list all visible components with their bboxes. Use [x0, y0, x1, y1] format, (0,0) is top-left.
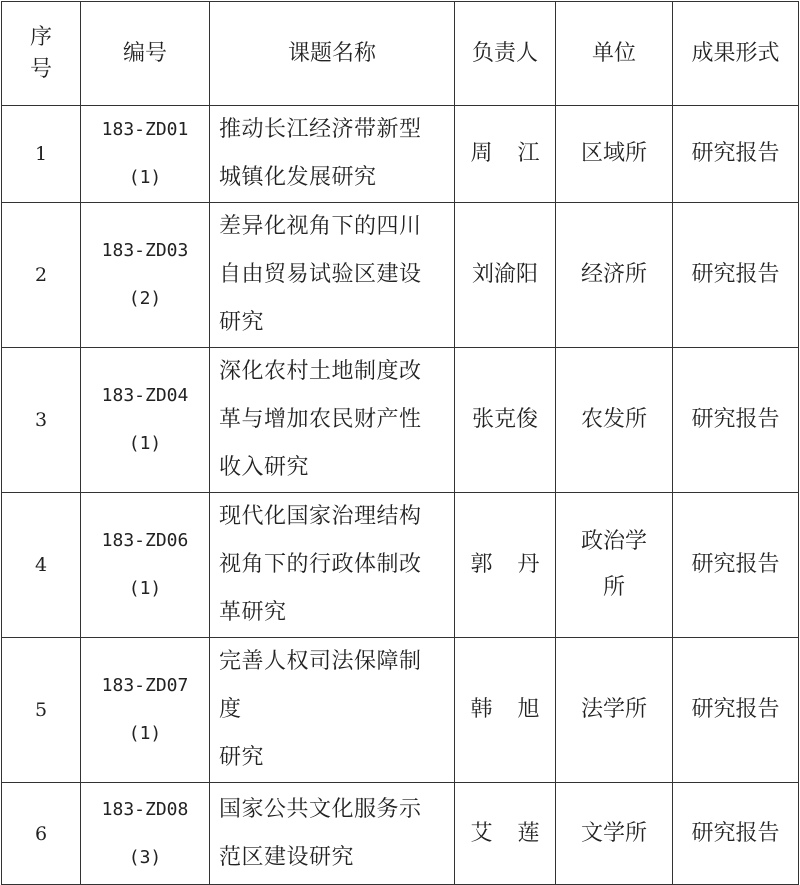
cell-code-line: (2): [128, 288, 162, 309]
header-title: 课题名称: [210, 2, 455, 106]
cell-title-line: 度: [219, 697, 242, 722]
header-row: [2, 2, 799, 106]
table-body: [2, 106, 799, 885]
cell-seq: 6: [2, 783, 81, 885]
table-row: [2, 106, 799, 203]
cell-title-line: 深化农村土地制度改: [219, 359, 422, 384]
cell-form: 研究报告: [673, 783, 799, 885]
cell-unit: [556, 783, 673, 885]
header-seq-line1: 序: [29, 24, 52, 50]
cell-title: [210, 493, 455, 638]
cell-code-line: 183-ZD08: [101, 798, 189, 820]
cell-code-line: (1): [128, 167, 162, 188]
cell-title-line: 视角下的行政体制改: [219, 552, 422, 577]
cell-form: 研究报告: [673, 348, 799, 493]
header-leader: 负责人: [455, 2, 556, 106]
cell-code: [81, 348, 210, 493]
cell-code-line: 183-ZD01: [101, 119, 189, 140]
cell-code-line: (1): [128, 578, 162, 599]
header-code: 编号: [81, 2, 210, 106]
cell-title: [210, 106, 455, 203]
cell-code: [81, 638, 210, 783]
cell-unit: [556, 203, 673, 348]
cell-title-line: 革与增加农民财产性: [219, 407, 422, 432]
cell-title-line: 差异化视角下的四川: [219, 214, 422, 239]
research-topics-table: [1, 1, 799, 885]
cell-title-line: 完善人权司法保障制: [219, 649, 422, 674]
header-seq: [2, 2, 81, 106]
cell-unit-line: 区域所: [580, 141, 647, 166]
cell-code: [81, 203, 210, 348]
cell-code-line: 183-ZD03: [101, 240, 189, 261]
header-seq-line2: 号: [29, 56, 52, 82]
cell-title-line: 范区建设研究: [219, 844, 355, 870]
table-row: [2, 638, 799, 783]
cell-title: [210, 348, 455, 493]
cell-seq: 4: [2, 493, 81, 638]
cell-title: [210, 783, 455, 885]
cell-code-line: (3): [128, 846, 162, 868]
cell-code-line: 183-ZD07: [101, 675, 189, 696]
table-row: [2, 348, 799, 493]
cell-leader: 张克俊: [455, 348, 556, 493]
cell-unit: [556, 638, 673, 783]
cell-title-line: 国家公共文化服务示: [219, 796, 422, 822]
cell-seq: 2: [2, 203, 81, 348]
cell-leader: 艾 莲: [455, 783, 556, 885]
table-row: [2, 203, 799, 348]
cell-unit: [556, 106, 673, 203]
header-unit: 单位: [556, 2, 673, 106]
cell-unit-line: 政治学: [580, 529, 647, 554]
cell-title-line: 研究: [219, 745, 265, 770]
cell-leader: 周 江: [455, 106, 556, 203]
cell-unit-line: 所: [602, 575, 625, 600]
table-row: [2, 493, 799, 638]
cell-seq: 1: [2, 106, 81, 203]
cell-code-line: (1): [128, 433, 162, 454]
cell-code-line: 183-ZD06: [101, 530, 189, 551]
cell-leader: 刘渝阳: [455, 203, 556, 348]
cell-title: [210, 638, 455, 783]
cell-form: 研究报告: [673, 203, 799, 348]
cell-unit-line: 农发所: [580, 407, 647, 432]
cell-seq: 3: [2, 348, 81, 493]
cell-seq: 5: [2, 638, 81, 783]
cell-unit: [556, 348, 673, 493]
cell-unit-line: 法学所: [580, 697, 647, 722]
cell-code-line: (1): [128, 723, 162, 744]
cell-unit: [556, 493, 673, 638]
cell-unit-line: 经济所: [580, 262, 647, 287]
cell-title: [210, 203, 455, 348]
cell-title-line: 研究: [219, 310, 265, 335]
cell-title-line: 现代化国家治理结构: [219, 504, 422, 529]
cell-form: 研究报告: [673, 106, 799, 203]
cell-form: 研究报告: [673, 638, 799, 783]
cell-leader: 韩 旭: [455, 638, 556, 783]
cell-code-line: 183-ZD04: [101, 385, 189, 406]
cell-form: 研究报告: [673, 493, 799, 638]
cell-unit-line: 文学所: [580, 820, 647, 846]
cell-code: [81, 106, 210, 203]
cell-title-line: 自由贸易试验区建设: [219, 262, 422, 287]
cell-title-line: 革研究: [219, 600, 287, 625]
cell-title-line: 推动长江经济带新型: [219, 117, 422, 142]
header-form: 成果形式: [673, 2, 799, 106]
cell-leader: 郭 丹: [455, 493, 556, 638]
cell-title-line: 收入研究: [219, 455, 310, 480]
cell-title-line: 城镇化发展研究: [219, 165, 377, 190]
cell-code: [81, 783, 210, 885]
cell-code: [81, 493, 210, 638]
table-row: [2, 783, 799, 885]
